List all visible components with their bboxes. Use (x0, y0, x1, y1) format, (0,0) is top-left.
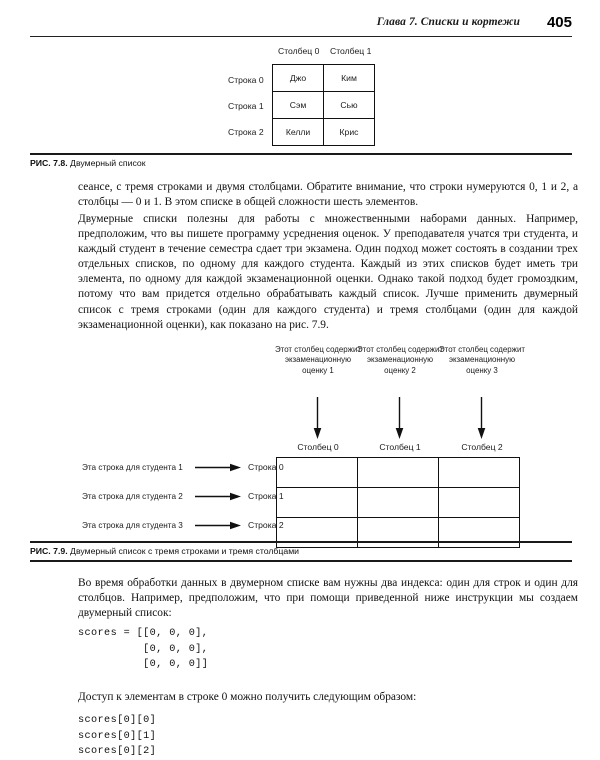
header-rule (30, 36, 572, 37)
fig2-row-label-2: Строка 2 (248, 520, 284, 530)
fig2-row-note-0: Эта строка для студента 1 (82, 463, 183, 472)
figure-7-9-rule-bottom (30, 560, 572, 562)
figure-7-9-caption (30, 546, 299, 556)
table-row (277, 458, 520, 488)
right-arrow-icon-0 (195, 463, 241, 472)
caption-text: Двумерный список (67, 158, 146, 168)
figure-7-8-caption (30, 158, 146, 168)
fig1-row-label-1: Строка 1 (228, 101, 264, 111)
fig2-column-header-0: Столбец 0 (297, 442, 339, 452)
running-head (30, 16, 572, 34)
fig2-column-note-0: Этот столбец содержит экзаменационную оценку 1 (275, 345, 361, 375)
down-arrow-icon-1 (395, 397, 404, 439)
caption-label: РИС. 7.9. (30, 546, 68, 556)
code-block-1: scores = [[0, 0, 0], [0, 0, 0], [0, 0, 0]] (78, 628, 209, 671)
table-row (273, 65, 375, 92)
fig1-cell-0-0: Джо (273, 65, 324, 92)
paragraph-1: сеансе, с тремя строками и двумя столбцами. Обратите внимание, что строки нумеруются 0, 1 и 2, а столбцы — 0 и 1. В этом списке в общей сложности шесть элементов. (78, 181, 578, 209)
paragraph-2: Двумерные списки полезны для работы с множественными наборами данных. Например, предположим, что вы пишете программу усреднения оценок. У преподавателя учатся три студента, и каждый студент в течение семестра сдает три экзамена. Один подход может состоять в создании трех отдельных списков, по одному для каждого студента. Каждый из этих списков будет иметь три элемента, по одному для каждой экзаменационной оценки. Однако такой подход будет громоздким, потому что вам придется отдельно обрабатывать каждый список. Лучше применить двумерный список с тремя строками (один для каждого студента) и тремя столбцами (один для каждой экзаменационной оценки), как показано на рис. 7.9. (78, 213, 578, 331)
caption-label: РИС. 7.8. (30, 158, 68, 168)
table-row (273, 119, 375, 146)
figure-7-9-rule-top (30, 541, 572, 543)
fig2-row-note-2: Эта строка для студента 3 (82, 521, 183, 530)
fig1-cell-2-0: Келли (273, 119, 324, 146)
fig2-cell-1-0 (277, 488, 358, 518)
chapter-title: Глава 7. Списки и кортежи (376, 16, 520, 28)
fig2-cell-2-1 (358, 518, 439, 548)
fig2-column-note-2: Этот столбец содержит экзаменационную оценку 3 (439, 345, 525, 375)
fig2-cell-2-2 (439, 518, 520, 548)
figure-7-8-rule (30, 153, 572, 155)
fig2-cell-2-0 (277, 518, 358, 548)
table-row (273, 92, 375, 119)
paragraph-4: Доступ к элементам в строке 0 можно получить следующим образом: (78, 691, 417, 703)
fig1-row-label-0: Строка 0 (228, 75, 264, 85)
fig1-cell-0-1: Ким (324, 65, 375, 92)
fig2-column-header-1: Столбец 1 (379, 442, 421, 452)
fig1-cell-2-1: Крис (324, 119, 375, 146)
table-row (277, 488, 520, 518)
fig2-grid (276, 457, 520, 548)
fig1-cell-1-0: Сэм (273, 92, 324, 119)
fig2-row-label-0: Строка 0 (248, 462, 284, 472)
down-arrow-icon-2 (477, 397, 486, 439)
paragraph-3: Во время обработки данных в двумерном списке вам нужны два индекса: один для строк и один для столбцов. Например, предположим, что при помощи приведенной ниже инструкции мы создаем двумерный список: (78, 577, 578, 620)
fig2-cell-0-2 (439, 458, 520, 488)
fig1-grid (272, 64, 375, 146)
caption-text: Двумерный список с тремя строками и тремя столбцами (67, 546, 300, 556)
fig2-row-label-1: Строка 1 (248, 491, 284, 501)
fig2-column-note-1: Этот столбец содержит экзаменационную оценку 2 (357, 345, 443, 375)
fig1-column-header-0: Столбец 0 (278, 46, 320, 56)
fig2-row-note-1: Эта строка для студента 2 (82, 492, 183, 501)
figure-7-8 (0, 40, 600, 150)
fig1-cell-1-1: Сью (324, 92, 375, 119)
right-arrow-icon-1 (195, 492, 241, 501)
code-block-2: scores[0][0] scores[0][1] scores[0][2] (78, 715, 157, 758)
fig2-cell-0-1 (358, 458, 439, 488)
down-arrow-icon-0 (313, 397, 322, 439)
right-arrow-icon-2 (195, 521, 241, 530)
figure-7-9 (0, 345, 600, 540)
table-row (277, 518, 520, 548)
fig2-cell-0-0 (277, 458, 358, 488)
fig1-column-header-1: Столбец 1 (330, 46, 372, 56)
fig2-column-header-2: Столбец 2 (461, 442, 503, 452)
fig2-cell-1-1 (358, 488, 439, 518)
fig1-row-label-2: Строка 2 (228, 127, 264, 137)
page-number: 405 (546, 14, 572, 31)
fig2-cell-1-2 (439, 488, 520, 518)
